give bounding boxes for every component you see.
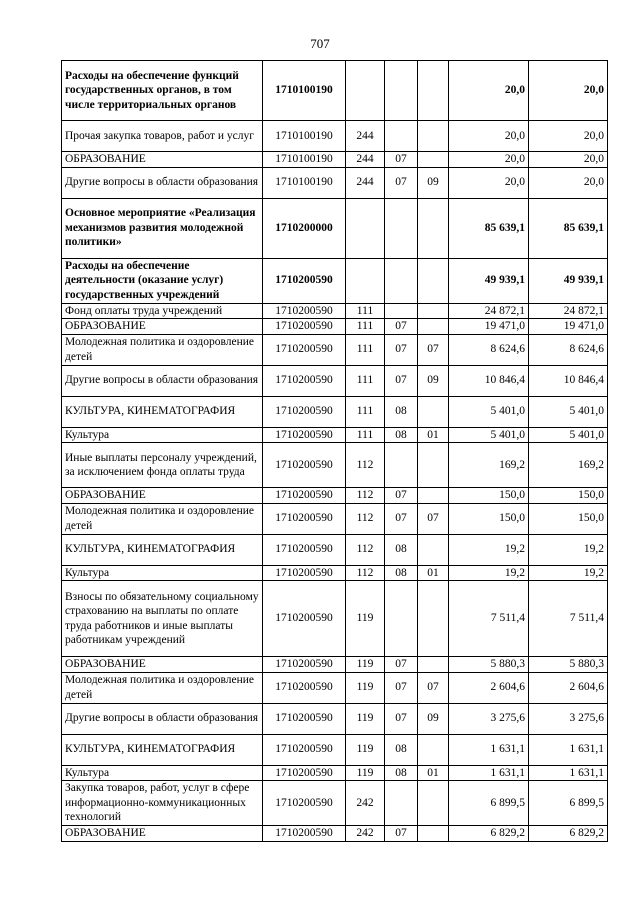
table-body bbox=[62, 61, 608, 842]
subsection-cell bbox=[418, 488, 449, 504]
subsection-cell bbox=[418, 781, 449, 826]
target-article-code-cell: 1710200000 bbox=[263, 198, 346, 258]
expense-name-cell: Молодежная политика и оздоровление детей bbox=[62, 672, 263, 703]
target-article-code-cell: 1710100190 bbox=[263, 121, 346, 152]
subsection-cell bbox=[418, 198, 449, 258]
subsection-cell bbox=[418, 61, 449, 121]
amount-1-cell: 19,2 bbox=[449, 565, 529, 581]
expense-type-cell: 119 bbox=[346, 581, 385, 657]
section-cell bbox=[385, 581, 418, 657]
amount-2-cell: 1 631,1 bbox=[529, 765, 608, 781]
section-cell bbox=[385, 303, 418, 319]
expense-type-cell: 111 bbox=[346, 303, 385, 319]
subsection-cell: 01 bbox=[418, 765, 449, 781]
expense-name-cell: Прочая закупка товаров, работ и услуг bbox=[62, 121, 263, 152]
amount-2-cell: 85 639,1 bbox=[529, 198, 608, 258]
amount-2-cell: 19,2 bbox=[529, 534, 608, 565]
table-row bbox=[62, 565, 608, 581]
expense-name-cell: ОБРАЗОВАНИЕ bbox=[62, 657, 263, 673]
amount-2-cell: 5 401,0 bbox=[529, 427, 608, 443]
target-article-code-cell: 1710200590 bbox=[263, 488, 346, 504]
target-article-code-cell: 1710200590 bbox=[263, 826, 346, 842]
expense-type-cell: 111 bbox=[346, 396, 385, 427]
target-article-code-cell: 1710200590 bbox=[263, 565, 346, 581]
expense-type-cell: 244 bbox=[346, 152, 385, 168]
table-row bbox=[62, 503, 608, 534]
table-row bbox=[62, 781, 608, 826]
target-article-code-cell: 1710200590 bbox=[263, 503, 346, 534]
subsection-cell bbox=[418, 303, 449, 319]
subsection-cell bbox=[418, 734, 449, 765]
amount-1-cell: 150,0 bbox=[449, 503, 529, 534]
section-cell: 07 bbox=[385, 365, 418, 396]
table-row bbox=[62, 167, 608, 198]
amount-2-cell: 150,0 bbox=[529, 503, 608, 534]
expense-type-cell bbox=[346, 61, 385, 121]
section-cell: 07 bbox=[385, 319, 418, 335]
section-cell: 07 bbox=[385, 152, 418, 168]
expense-type-cell bbox=[346, 198, 385, 258]
amount-1-cell: 1 631,1 bbox=[449, 765, 529, 781]
expense-name-cell: Молодежная политика и оздоровление детей bbox=[62, 334, 263, 365]
expense-type-cell: 112 bbox=[346, 488, 385, 504]
amount-1-cell: 2 604,6 bbox=[449, 672, 529, 703]
section-cell bbox=[385, 121, 418, 152]
expense-type-cell: 244 bbox=[346, 121, 385, 152]
expense-name-cell: Культура bbox=[62, 565, 263, 581]
expense-type-cell: 112 bbox=[346, 443, 385, 488]
amount-1-cell: 20,0 bbox=[449, 152, 529, 168]
section-cell bbox=[385, 258, 418, 303]
amount-2-cell: 3 275,6 bbox=[529, 703, 608, 734]
amount-1-cell: 8 624,6 bbox=[449, 334, 529, 365]
expense-type-cell: 119 bbox=[346, 734, 385, 765]
table-row bbox=[62, 488, 608, 504]
subsection-cell: 09 bbox=[418, 365, 449, 396]
amount-2-cell: 5 401,0 bbox=[529, 396, 608, 427]
expense-type-cell: 112 bbox=[346, 503, 385, 534]
amount-1-cell: 49 939,1 bbox=[449, 258, 529, 303]
table-row bbox=[62, 534, 608, 565]
table-row bbox=[62, 765, 608, 781]
table-row bbox=[62, 657, 608, 673]
expense-name-cell: Другие вопросы в области образования bbox=[62, 703, 263, 734]
amount-2-cell: 2 604,6 bbox=[529, 672, 608, 703]
amount-1-cell: 6 899,5 bbox=[449, 781, 529, 826]
expense-name-cell: Молодежная политика и оздоровление детей bbox=[62, 503, 263, 534]
amount-1-cell: 24 872,1 bbox=[449, 303, 529, 319]
expense-type-cell: 119 bbox=[346, 703, 385, 734]
amount-2-cell: 20,0 bbox=[529, 61, 608, 121]
amount-2-cell: 1 631,1 bbox=[529, 734, 608, 765]
section-cell: 07 bbox=[385, 167, 418, 198]
amount-1-cell: 6 829,2 bbox=[449, 826, 529, 842]
amount-1-cell: 20,0 bbox=[449, 61, 529, 121]
subsection-cell bbox=[418, 258, 449, 303]
subsection-cell bbox=[418, 443, 449, 488]
section-cell bbox=[385, 781, 418, 826]
amount-1-cell: 5 401,0 bbox=[449, 396, 529, 427]
table-row bbox=[62, 198, 608, 258]
budget-table bbox=[61, 60, 608, 842]
target-article-code-cell: 1710200590 bbox=[263, 534, 346, 565]
amount-2-cell: 20,0 bbox=[529, 152, 608, 168]
table-row bbox=[62, 258, 608, 303]
subsection-cell bbox=[418, 581, 449, 657]
subsection-cell bbox=[418, 826, 449, 842]
expense-type-cell: 112 bbox=[346, 534, 385, 565]
subsection-cell: 07 bbox=[418, 672, 449, 703]
section-cell: 08 bbox=[385, 534, 418, 565]
expense-name-cell: Фонд оплаты труда учреждений bbox=[62, 303, 263, 319]
amount-1-cell: 19 471,0 bbox=[449, 319, 529, 335]
page-number: 707 bbox=[310, 36, 330, 51]
expense-type-cell: 112 bbox=[346, 565, 385, 581]
expense-name-cell: ОБРАЗОВАНИЕ bbox=[62, 152, 263, 168]
amount-1-cell: 7 511,4 bbox=[449, 581, 529, 657]
target-article-code-cell: 1710100190 bbox=[263, 61, 346, 121]
expense-name-cell: КУЛЬТУРА, КИНЕМАТОГРАФИЯ bbox=[62, 534, 263, 565]
subsection-cell bbox=[418, 121, 449, 152]
expense-name-cell: Взносы по обязательному социальному страхованию на выплаты по оплате труда работников и иные выплаты работникам учреждений bbox=[62, 581, 263, 657]
amount-2-cell: 49 939,1 bbox=[529, 258, 608, 303]
expense-name-cell: КУЛЬТУРА, КИНЕМАТОГРАФИЯ bbox=[62, 734, 263, 765]
target-article-code-cell: 1710200590 bbox=[263, 734, 346, 765]
target-article-code-cell: 1710200590 bbox=[263, 781, 346, 826]
subsection-cell: 01 bbox=[418, 565, 449, 581]
target-article-code-cell: 1710200590 bbox=[263, 427, 346, 443]
expense-type-cell: 242 bbox=[346, 781, 385, 826]
section-cell: 07 bbox=[385, 703, 418, 734]
table-row bbox=[62, 826, 608, 842]
target-article-code-cell: 1710200590 bbox=[263, 443, 346, 488]
table-row bbox=[62, 365, 608, 396]
target-article-code-cell: 1710100190 bbox=[263, 167, 346, 198]
target-article-code-cell: 1710100190 bbox=[263, 152, 346, 168]
table-row bbox=[62, 303, 608, 319]
section-cell: 08 bbox=[385, 396, 418, 427]
target-article-code-cell: 1710200590 bbox=[263, 672, 346, 703]
expense-name-cell: Другие вопросы в области образования bbox=[62, 167, 263, 198]
subsection-cell: 09 bbox=[418, 703, 449, 734]
table-row bbox=[62, 152, 608, 168]
amount-2-cell: 19,2 bbox=[529, 565, 608, 581]
amount-2-cell: 20,0 bbox=[529, 121, 608, 152]
expense-type-cell: 111 bbox=[346, 427, 385, 443]
subsection-cell bbox=[418, 152, 449, 168]
subsection-cell: 09 bbox=[418, 167, 449, 198]
expense-name-cell: КУЛЬТУРА, КИНЕМАТОГРАФИЯ bbox=[62, 396, 263, 427]
expense-name-cell: Другие вопросы в области образования bbox=[62, 365, 263, 396]
subsection-cell bbox=[418, 657, 449, 673]
section-cell: 07 bbox=[385, 503, 418, 534]
expense-name-cell: ОБРАЗОВАНИЕ bbox=[62, 488, 263, 504]
subsection-cell: 01 bbox=[418, 427, 449, 443]
expense-name-cell: Закупка товаров, работ, услуг в сфере информационно-коммуникационных технологий bbox=[62, 781, 263, 826]
section-cell: 08 bbox=[385, 734, 418, 765]
target-article-code-cell: 1710200590 bbox=[263, 365, 346, 396]
target-article-code-cell: 1710200590 bbox=[263, 258, 346, 303]
expense-type-cell: 119 bbox=[346, 765, 385, 781]
amount-2-cell: 150,0 bbox=[529, 488, 608, 504]
table-row bbox=[62, 703, 608, 734]
expense-type-cell: 119 bbox=[346, 672, 385, 703]
table-row bbox=[62, 319, 608, 335]
section-cell: 07 bbox=[385, 672, 418, 703]
table-row bbox=[62, 672, 608, 703]
amount-1-cell: 20,0 bbox=[449, 167, 529, 198]
expense-name-cell: Иные выплаты персоналу учреждений, за исключением фонда оплаты труда bbox=[62, 443, 263, 488]
section-cell bbox=[385, 61, 418, 121]
amount-1-cell: 3 275,6 bbox=[449, 703, 529, 734]
expense-name-cell: Расходы на обеспечение деятельности (оказание услуг) государственных учреждений bbox=[62, 258, 263, 303]
target-article-code-cell: 1710200590 bbox=[263, 703, 346, 734]
section-cell bbox=[385, 443, 418, 488]
amount-1-cell: 1 631,1 bbox=[449, 734, 529, 765]
amount-1-cell: 19,2 bbox=[449, 534, 529, 565]
amount-1-cell: 20,0 bbox=[449, 121, 529, 152]
amount-2-cell: 20,0 bbox=[529, 167, 608, 198]
expense-name-cell: Культура bbox=[62, 427, 263, 443]
target-article-code-cell: 1710200590 bbox=[263, 765, 346, 781]
subsection-cell bbox=[418, 319, 449, 335]
expense-name-cell: ОБРАЗОВАНИЕ bbox=[62, 826, 263, 842]
amount-2-cell: 7 511,4 bbox=[529, 581, 608, 657]
amount-1-cell: 150,0 bbox=[449, 488, 529, 504]
expense-type-cell bbox=[346, 258, 385, 303]
section-cell: 07 bbox=[385, 334, 418, 365]
amount-2-cell: 6 829,2 bbox=[529, 826, 608, 842]
table-row bbox=[62, 121, 608, 152]
expense-type-cell: 111 bbox=[346, 365, 385, 396]
target-article-code-cell: 1710200590 bbox=[263, 303, 346, 319]
target-article-code-cell: 1710200590 bbox=[263, 396, 346, 427]
section-cell bbox=[385, 198, 418, 258]
expense-type-cell: 242 bbox=[346, 826, 385, 842]
expense-type-cell: 111 bbox=[346, 319, 385, 335]
target-article-code-cell: 1710200590 bbox=[263, 334, 346, 365]
amount-1-cell: 5 880,3 bbox=[449, 657, 529, 673]
expense-name-cell: ОБРАЗОВАНИЕ bbox=[62, 319, 263, 335]
expense-name-cell: Основное мероприятие «Реализация механизмов развития молодежной политики» bbox=[62, 198, 263, 258]
amount-2-cell: 19 471,0 bbox=[529, 319, 608, 335]
section-cell: 08 bbox=[385, 765, 418, 781]
section-cell: 07 bbox=[385, 657, 418, 673]
table-row bbox=[62, 443, 608, 488]
expense-type-cell: 111 bbox=[346, 334, 385, 365]
target-article-code-cell: 1710200590 bbox=[263, 581, 346, 657]
expense-name-cell: Расходы на обеспечение функций государственных органов, в том числе территориальных органов bbox=[62, 61, 263, 121]
expense-name-cell: Культура bbox=[62, 765, 263, 781]
section-cell: 08 bbox=[385, 427, 418, 443]
section-cell: 07 bbox=[385, 488, 418, 504]
expense-type-cell: 119 bbox=[346, 657, 385, 673]
table-row bbox=[62, 334, 608, 365]
subsection-cell: 07 bbox=[418, 503, 449, 534]
subsection-cell: 07 bbox=[418, 334, 449, 365]
amount-1-cell: 169,2 bbox=[449, 443, 529, 488]
amount-2-cell: 24 872,1 bbox=[529, 303, 608, 319]
amount-1-cell: 5 401,0 bbox=[449, 427, 529, 443]
table-row bbox=[62, 427, 608, 443]
table-row bbox=[62, 61, 608, 121]
amount-1-cell: 85 639,1 bbox=[449, 198, 529, 258]
amount-2-cell: 5 880,3 bbox=[529, 657, 608, 673]
amount-2-cell: 8 624,6 bbox=[529, 334, 608, 365]
expense-type-cell: 244 bbox=[346, 167, 385, 198]
amount-2-cell: 6 899,5 bbox=[529, 781, 608, 826]
amount-2-cell: 10 846,4 bbox=[529, 365, 608, 396]
section-cell: 07 bbox=[385, 826, 418, 842]
table-row bbox=[62, 396, 608, 427]
subsection-cell bbox=[418, 534, 449, 565]
section-cell: 08 bbox=[385, 565, 418, 581]
subsection-cell bbox=[418, 396, 449, 427]
table-row bbox=[62, 734, 608, 765]
table-row bbox=[62, 581, 608, 657]
target-article-code-cell: 1710200590 bbox=[263, 657, 346, 673]
target-article-code-cell: 1710200590 bbox=[263, 319, 346, 335]
amount-2-cell: 169,2 bbox=[529, 443, 608, 488]
amount-1-cell: 10 846,4 bbox=[449, 365, 529, 396]
